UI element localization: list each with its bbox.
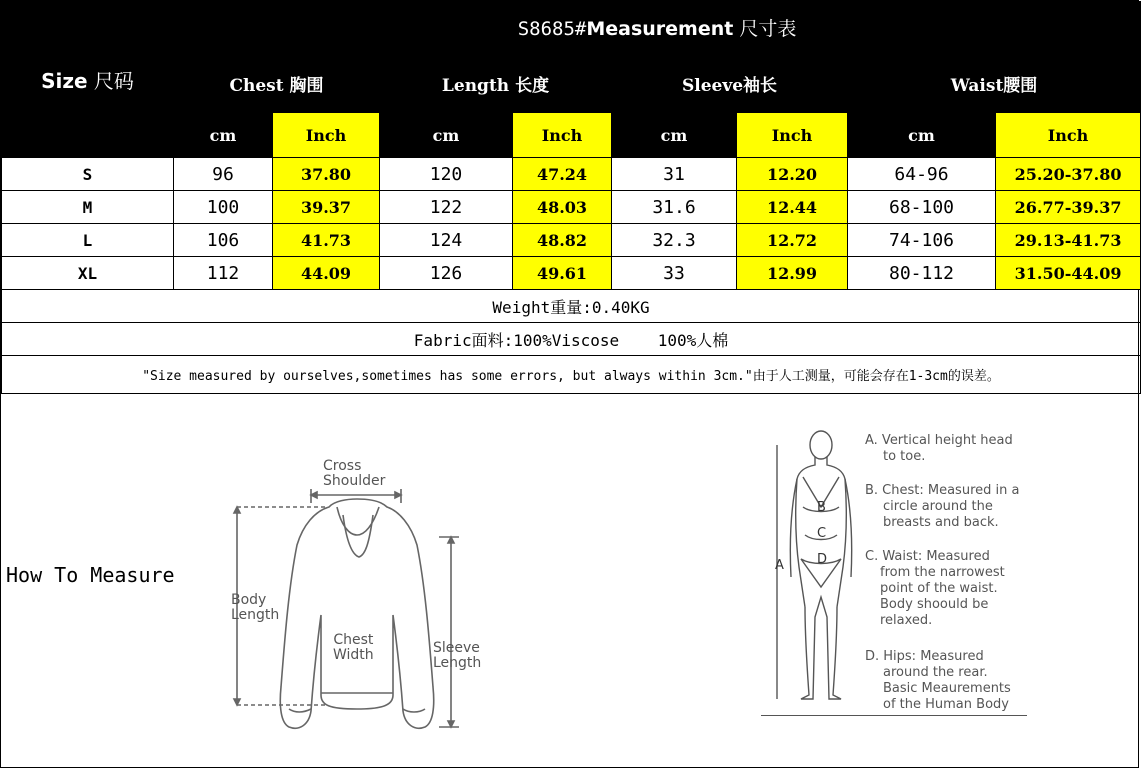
sleeve-cm-cell: 32.3	[612, 224, 737, 257]
sleeve-cm-cell: 33	[612, 257, 737, 290]
length-group-header: Length 长度	[380, 54, 612, 113]
fabric-row: Fabric面料:100%Viscose 100%人棉	[2, 323, 1141, 356]
measure-item-a: A. Vertical height head to toe.	[865, 433, 1013, 464]
length-cm-cell: 124	[380, 224, 513, 257]
length-inch-cell: 48.82	[513, 224, 612, 257]
marker-b: B	[817, 500, 826, 515]
measure-item-d: D. Hips: Measured around the rear. Basic Meaurements of the Human Body	[865, 649, 1011, 712]
waist-inch-cell: 29.13-41.73	[996, 224, 1141, 257]
chest-width-label: Chest Width	[333, 632, 374, 663]
body-diagram	[761, 427, 1041, 717]
size-cell: M	[2, 191, 174, 224]
marker-c: C	[817, 526, 827, 541]
sleeve-inch-cell: 12.99	[737, 257, 848, 290]
chest-cm-cell: 106	[174, 224, 273, 257]
length-cm-cell: 120	[380, 158, 513, 191]
table-row	[2, 191, 1141, 224]
marker-d: D	[817, 552, 828, 567]
length-cm-cell: 122	[380, 191, 513, 224]
table-row	[2, 224, 1141, 257]
waist-inch-cell: 26.77-39.37	[996, 191, 1141, 224]
table-title: S8685#Measurement 尺寸表	[174, 2, 1141, 54]
marker-a: A	[775, 558, 784, 573]
waist-cm-cell: 64-96	[848, 158, 996, 191]
sleeve-inch-cell: 12.44	[737, 191, 848, 224]
unit-inch-header: Inch	[513, 113, 612, 158]
size-cell: S	[2, 158, 174, 191]
measure-item-b: B. Chest: Measured in a circle around the breasts and back.	[865, 483, 1020, 530]
size-cell: XL	[2, 257, 174, 290]
waist-cm-cell: 68-100	[848, 191, 996, 224]
human-body-icon	[761, 427, 871, 717]
chest-inch-cell: 39.37	[273, 191, 380, 224]
chest-inch-cell: 44.09	[273, 257, 380, 290]
sleeve-group-header: Sleeve袖长	[612, 54, 848, 113]
unit-inch-header: Inch	[737, 113, 848, 158]
table-row	[2, 257, 1141, 290]
chest-group-header: Chest 胸围	[174, 54, 380, 113]
cross-shoulder-label: Cross Shoulder	[323, 458, 386, 489]
length-inch-cell: 49.61	[513, 257, 612, 290]
sleeve-cm-cell: 31.6	[612, 191, 737, 224]
size-table	[1, 1, 1141, 394]
table-row	[2, 158, 1141, 191]
diagram-baseline	[761, 715, 1027, 716]
unit-cm-header: cm	[380, 113, 513, 158]
chest-cm-cell: 112	[174, 257, 273, 290]
unit-cm-header: cm	[174, 113, 273, 158]
chest-cm-cell: 96	[174, 158, 273, 191]
sweater-diagram	[229, 455, 489, 745]
chest-cm-cell: 100	[174, 191, 273, 224]
length-cm-cell: 126	[380, 257, 513, 290]
sleeve-inch-cell: 12.72	[737, 224, 848, 257]
measurement-note: "Size measured by ourselves,sometimes has some errors, but always within 3cm."由于人工测量，可能会存在1-3cm的误差。	[2, 356, 1141, 394]
chest-inch-cell: 41.73	[273, 224, 380, 257]
length-inch-cell: 48.03	[513, 191, 612, 224]
waist-inch-cell: 31.50-44.09	[996, 257, 1141, 290]
measure-item-c: C. Waist: Measured from the narrowest point of the waist. Body shoould be relaxed.	[865, 549, 1005, 628]
chest-inch-cell: 37.80	[273, 158, 380, 191]
waist-cm-cell: 74-106	[848, 224, 996, 257]
length-inch-cell: 47.24	[513, 158, 612, 191]
unit-cm-header: cm	[848, 113, 996, 158]
body-length-label: Body Length	[231, 592, 280, 623]
sleeve-inch-cell: 12.20	[737, 158, 848, 191]
sleeve-cm-cell: 31	[612, 158, 737, 191]
unit-cm-header: cm	[612, 113, 737, 158]
how-to-measure-label: How To Measure	[6, 563, 175, 587]
size-cell: L	[2, 224, 174, 257]
unit-inch-header: Inch	[273, 113, 380, 158]
how-to-measure-section	[1, 393, 1140, 769]
waist-cm-cell: 80-112	[848, 257, 996, 290]
waist-inch-cell: 25.20-37.80	[996, 158, 1141, 191]
weight-row: Weight重量:0.40KG	[2, 290, 1141, 323]
unit-inch-header: Inch	[996, 113, 1141, 158]
sleeve-length-label: Sleeve Length	[433, 640, 482, 671]
size-header: Size 尺码	[2, 2, 174, 158]
waist-group-header: Waist腰围	[848, 54, 1141, 113]
